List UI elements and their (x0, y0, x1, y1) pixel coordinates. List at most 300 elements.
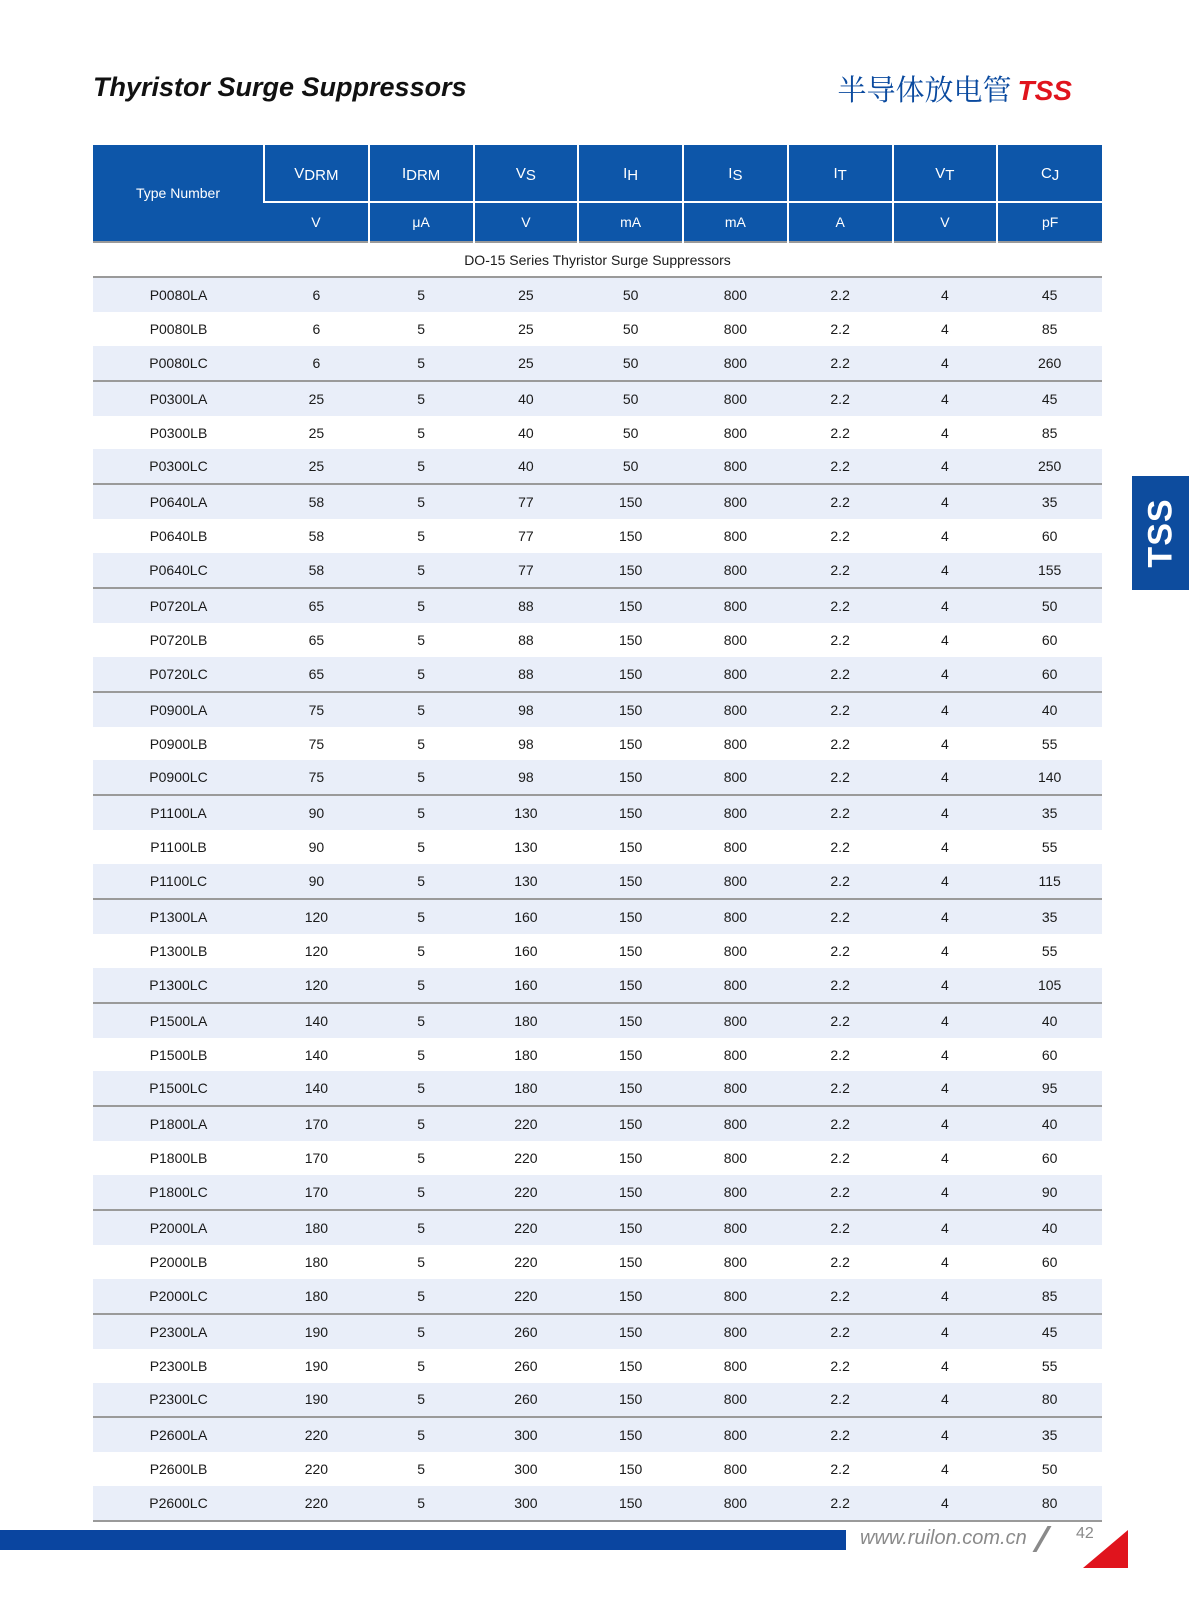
value-cell: 190 (264, 1314, 369, 1349)
category-title (838, 68, 1072, 109)
param-subscript: H (627, 166, 639, 184)
value-cell: 4 (940, 1357, 949, 1374)
param-header (788, 145, 893, 202)
type-number-cell: P0300LB (149, 424, 208, 441)
param-header-row (93, 145, 1102, 202)
value-cell: 55 (1041, 839, 1058, 856)
value-cell: 85 (1041, 320, 1058, 337)
param-header (893, 145, 998, 202)
param-subscript: S (732, 166, 743, 184)
value-cell: 2.2 (788, 1486, 893, 1521)
value-cell: 90 (308, 839, 325, 856)
param-header (474, 145, 579, 202)
type-number-cell: P0900LA (93, 692, 264, 727)
value-cell: 88 (474, 657, 579, 692)
table-row (93, 484, 1102, 519)
value-cell: 6 (264, 277, 369, 312)
value-cell: 5 (369, 864, 474, 899)
value-cell: 150 (578, 1003, 683, 1038)
value-cell: 2.2 (830, 1150, 850, 1167)
param-symbol: I (728, 164, 733, 182)
value-cell: 65 (264, 657, 369, 692)
value-cell: 2.2 (830, 839, 850, 856)
value-cell: 300 (514, 1461, 538, 1478)
value-cell: 5 (369, 899, 474, 934)
value-cell: 140 (264, 1003, 369, 1038)
value-cell: 35 (997, 484, 1102, 519)
value-cell: 60 (1041, 1253, 1058, 1270)
value-cell: 5 (369, 1279, 474, 1314)
type-number-cell: P0300LC (93, 449, 264, 484)
value-cell: 4 (893, 692, 998, 727)
value-cell: 6 (312, 320, 321, 337)
value-cell: 800 (683, 1486, 788, 1521)
table-row (93, 1279, 1102, 1314)
type-number-cell: P2600LB (149, 1461, 208, 1478)
type-number-cell: P1800LC (93, 1175, 264, 1210)
value-cell: 5 (417, 735, 426, 752)
value-cell: 55 (1041, 735, 1058, 752)
value-cell: 50 (578, 277, 683, 312)
value-cell: 4 (940, 631, 949, 648)
type-number-cell: P0640LB (149, 528, 208, 545)
value-cell: 150 (578, 1486, 683, 1521)
type-number-cell: P1100LC (93, 864, 264, 899)
value-cell: 5 (417, 1150, 426, 1167)
value-cell: 40 (997, 1003, 1102, 1038)
value-cell: 2.2 (830, 631, 850, 648)
value-cell: 800 (723, 320, 748, 337)
page-number: 42 (1076, 1525, 1094, 1542)
value-cell: 5 (369, 968, 474, 1003)
value-cell: 150 (578, 553, 683, 588)
value-cell: 170 (264, 1106, 369, 1141)
value-cell: 2.2 (788, 1071, 893, 1106)
value-cell: 190 (304, 1357, 329, 1374)
footer-url[interactable]: www.ruilon.com.cn (860, 1527, 1027, 1549)
param-symbol: V (294, 164, 305, 182)
value-cell: 5 (369, 588, 474, 623)
value-cell: 25 (308, 424, 325, 441)
value-cell: 150 (578, 760, 683, 795)
value-cell: 190 (264, 1383, 369, 1418)
table-row (93, 760, 1102, 795)
table-row (93, 277, 1102, 312)
value-cell: 150 (578, 1175, 683, 1210)
table-row (93, 934, 1102, 968)
value-cell: 98 (474, 760, 579, 795)
value-cell: 4 (893, 899, 998, 934)
table-row (93, 312, 1102, 346)
value-cell: 4 (893, 449, 998, 484)
value-cell: 4 (893, 588, 998, 623)
side-tab-tss[interactable] (1132, 476, 1189, 590)
table-row (93, 1003, 1102, 1038)
value-cell: 800 (723, 631, 748, 648)
value-cell: 180 (264, 1279, 369, 1314)
value-cell: 2.2 (788, 553, 893, 588)
type-number-cell: P0900LB (149, 735, 208, 752)
type-number-cell: P1800LB (149, 1150, 208, 1167)
value-cell: 4 (893, 1383, 998, 1418)
value-cell: 5 (369, 277, 474, 312)
value-cell: 800 (683, 1106, 788, 1141)
value-cell: 4 (940, 320, 949, 337)
value-cell: 155 (997, 553, 1102, 588)
value-cell: 5 (369, 1486, 474, 1521)
value-cell: 2.2 (788, 346, 893, 381)
value-cell: 2.2 (830, 528, 850, 545)
value-cell: 120 (304, 942, 329, 959)
table-row (93, 1210, 1102, 1245)
value-cell: 2.2 (788, 1003, 893, 1038)
table-row (93, 416, 1102, 450)
value-cell: 800 (683, 899, 788, 934)
value-cell: 55 (1041, 942, 1058, 959)
value-cell: 800 (723, 528, 748, 545)
value-cell: 150 (618, 942, 643, 959)
value-cell: 150 (578, 1417, 683, 1452)
value-cell: 300 (474, 1486, 579, 1521)
unit-header: V (474, 202, 579, 242)
value-cell: 800 (683, 692, 788, 727)
value-cell: 115 (997, 864, 1102, 899)
value-cell: 180 (264, 1210, 369, 1245)
type-number-cell: P0300LA (93, 381, 264, 416)
value-cell: 35 (997, 795, 1102, 830)
value-cell: 4 (940, 735, 949, 752)
value-cell: 40 (518, 424, 534, 441)
value-cell: 4 (893, 1486, 998, 1521)
table-row (93, 1106, 1102, 1141)
value-cell: 75 (264, 692, 369, 727)
table-row (93, 1141, 1102, 1175)
value-cell: 4 (893, 1106, 998, 1141)
table-row (93, 553, 1102, 588)
value-cell: 55 (1041, 1357, 1058, 1374)
value-cell: 2.2 (788, 1279, 893, 1314)
value-cell: 4 (940, 1253, 949, 1270)
value-cell: 5 (417, 942, 426, 959)
value-cell: 800 (683, 760, 788, 795)
value-cell: 260 (514, 1357, 538, 1374)
table-row (93, 1417, 1102, 1452)
value-cell: 150 (578, 484, 683, 519)
table-row (93, 1071, 1102, 1106)
value-cell: 300 (474, 1417, 579, 1452)
value-cell: 150 (578, 1279, 683, 1314)
value-cell: 260 (997, 346, 1102, 381)
value-cell: 150 (578, 1071, 683, 1106)
corner-triangle (1083, 1530, 1128, 1568)
value-cell: 35 (997, 1417, 1102, 1452)
value-cell: 58 (264, 484, 369, 519)
table-row (93, 449, 1102, 484)
table-row (93, 623, 1102, 657)
value-cell: 77 (474, 484, 579, 519)
value-cell: 40 (997, 692, 1102, 727)
value-cell: 800 (683, 657, 788, 692)
value-cell: 2.2 (788, 1175, 893, 1210)
value-cell: 180 (474, 1071, 579, 1106)
value-cell: 800 (683, 1071, 788, 1106)
unit-header: V (893, 202, 998, 242)
value-cell: 5 (417, 1461, 426, 1478)
value-cell: 800 (683, 277, 788, 312)
value-cell: 160 (514, 942, 538, 959)
table-row (93, 1245, 1102, 1279)
value-cell: 80 (997, 1486, 1102, 1521)
value-cell: 2.2 (830, 735, 850, 752)
value-cell: 2.2 (830, 1461, 850, 1478)
value-cell: 2.2 (788, 968, 893, 1003)
value-cell: 220 (474, 1210, 579, 1245)
table-row (93, 1452, 1102, 1486)
value-cell: 150 (618, 1357, 643, 1374)
value-cell: 4 (893, 1071, 998, 1106)
value-cell: 150 (578, 1210, 683, 1245)
unit-header: V (264, 202, 369, 242)
value-cell: 25 (474, 277, 579, 312)
footer-bar (0, 1530, 846, 1550)
value-cell: 40 (474, 449, 579, 484)
value-cell: 120 (264, 968, 369, 1003)
value-cell: 130 (474, 795, 579, 830)
param-header (578, 145, 683, 202)
type-number-cell: P0720LB (149, 631, 208, 648)
spec-table (93, 145, 1102, 1522)
value-cell: 2.2 (788, 277, 893, 312)
table-row (93, 657, 1102, 692)
param-header (264, 145, 369, 202)
value-cell: 800 (683, 1210, 788, 1245)
value-cell: 160 (474, 968, 579, 1003)
value-cell: 150 (618, 1046, 643, 1063)
value-cell: 800 (723, 1253, 748, 1270)
type-number-cell: P2600LC (93, 1486, 264, 1521)
category-title-cn: 半导体放电管 (837, 73, 1012, 107)
spec-table-header (93, 145, 1102, 242)
value-cell: 25 (264, 449, 369, 484)
value-cell: 5 (369, 657, 474, 692)
value-cell: 220 (514, 1253, 538, 1270)
value-cell: 2.2 (830, 1357, 850, 1374)
value-cell: 2.2 (788, 588, 893, 623)
type-number-cell: P0640LC (93, 553, 264, 588)
table-row (93, 968, 1102, 1003)
value-cell: 45 (997, 1314, 1102, 1349)
value-cell: 160 (474, 899, 579, 934)
value-cell: 5 (369, 553, 474, 588)
value-cell: 220 (264, 1486, 369, 1521)
page-title: Thyristor Surge Suppressors (93, 72, 467, 102)
value-cell: 150 (578, 692, 683, 727)
value-cell: 50 (622, 320, 639, 337)
side-tab-label: TSS (1141, 498, 1179, 568)
value-cell: 2.2 (788, 449, 893, 484)
value-cell: 25 (474, 346, 579, 381)
table-row (93, 519, 1102, 553)
value-cell: 5 (417, 320, 426, 337)
value-cell: 800 (723, 1357, 748, 1374)
value-cell: 5 (417, 631, 426, 648)
value-cell: 260 (474, 1383, 579, 1418)
value-cell: 2.2 (788, 1210, 893, 1245)
value-cell: 150 (618, 839, 643, 856)
value-cell: 5 (369, 381, 474, 416)
value-cell: 2.2 (788, 692, 893, 727)
param-header (683, 145, 788, 202)
unit-header: μA (369, 202, 474, 242)
value-cell: 2.2 (788, 1106, 893, 1141)
value-cell: 800 (683, 968, 788, 1003)
value-cell: 90 (264, 795, 369, 830)
value-cell: 260 (474, 1314, 579, 1349)
value-cell: 4 (940, 528, 949, 545)
param-subscript: S (525, 166, 536, 184)
value-cell: 2.2 (788, 657, 893, 692)
value-cell: 88 (474, 588, 579, 623)
param-header (997, 145, 1102, 202)
unit-header: pF (997, 202, 1102, 242)
table-row (93, 795, 1102, 830)
table-row (93, 864, 1102, 899)
value-cell: 5 (369, 1383, 474, 1418)
value-cell: 65 (308, 631, 325, 648)
value-cell: 150 (578, 657, 683, 692)
value-cell: 4 (893, 760, 998, 795)
value-cell: 150 (618, 1150, 643, 1167)
value-cell: 45 (997, 381, 1102, 416)
value-cell: 170 (264, 1175, 369, 1210)
type-number-cell: P1100LB (150, 839, 207, 856)
value-cell: 5 (369, 795, 474, 830)
value-cell: 150 (578, 864, 683, 899)
value-cell: 4 (893, 1417, 998, 1452)
value-cell: 25 (518, 320, 534, 337)
value-cell: 4 (893, 795, 998, 830)
value-cell: 95 (997, 1071, 1102, 1106)
value-cell: 2.2 (830, 1253, 850, 1270)
value-cell: 800 (683, 449, 788, 484)
param-subscript: J (1051, 166, 1060, 184)
value-cell: 5 (369, 1314, 474, 1349)
section-label: DO-15 Series Thyristor Surge Suppressors (93, 242, 1102, 277)
value-cell: 85 (997, 1279, 1102, 1314)
value-cell: 5 (369, 760, 474, 795)
value-cell: 5 (369, 1106, 474, 1141)
value-cell: 800 (683, 381, 788, 416)
value-cell: 2.2 (788, 1417, 893, 1452)
type-number-cell: P0720LC (93, 657, 264, 692)
value-cell: 65 (264, 588, 369, 623)
value-cell: 4 (940, 1461, 949, 1478)
value-cell: 45 (997, 277, 1102, 312)
type-number-cell: P1300LA (93, 899, 264, 934)
value-cell: 75 (308, 735, 325, 752)
value-cell: 105 (997, 968, 1102, 1003)
value-cell: 220 (474, 1279, 579, 1314)
value-cell: 5 (369, 1175, 474, 1210)
table-row (93, 899, 1102, 934)
value-cell: 150 (578, 1314, 683, 1349)
value-cell: 60 (1041, 1046, 1058, 1063)
value-cell: 50 (578, 346, 683, 381)
section-row (93, 242, 1102, 277)
value-cell: 4 (940, 942, 949, 959)
value-cell: 4 (893, 968, 998, 1003)
type-number-cell: P1100LA (93, 795, 264, 830)
value-cell: 800 (683, 1314, 788, 1349)
value-cell: 150 (578, 1106, 683, 1141)
value-cell: 180 (514, 1046, 538, 1063)
value-cell: 40 (474, 381, 579, 416)
value-cell: 6 (264, 346, 369, 381)
category-title-tss: TSS (1017, 75, 1072, 106)
value-cell: 58 (308, 528, 325, 545)
value-cell: 50 (1041, 1461, 1058, 1478)
value-cell: 50 (622, 424, 639, 441)
value-cell: 800 (683, 1383, 788, 1418)
value-cell: 5 (369, 346, 474, 381)
type-number-cell: P2000LC (93, 1279, 264, 1314)
param-symbol: V (935, 164, 946, 182)
value-cell: 800 (723, 1461, 748, 1478)
value-cell: 2.2 (788, 381, 893, 416)
value-cell: 5 (369, 449, 474, 484)
value-cell: 4 (893, 346, 998, 381)
table-row (93, 727, 1102, 761)
value-cell: 50 (578, 449, 683, 484)
value-cell: 90 (264, 864, 369, 899)
value-cell: 4 (893, 1003, 998, 1038)
footer-slash (1032, 1526, 1051, 1552)
value-cell: 800 (683, 346, 788, 381)
value-cell: 4 (940, 1150, 949, 1167)
value-cell: 2.2 (830, 1046, 850, 1063)
value-cell: 150 (618, 631, 643, 648)
value-cell: 150 (618, 1253, 643, 1270)
value-cell: 800 (723, 1046, 748, 1063)
value-cell: 77 (518, 528, 534, 545)
value-cell: 40 (997, 1106, 1102, 1141)
value-cell: 150 (578, 899, 683, 934)
value-cell: 2.2 (788, 795, 893, 830)
type-number-header: Type Number (93, 145, 264, 242)
value-cell: 5 (417, 528, 426, 545)
value-cell: 150 (578, 1383, 683, 1418)
value-cell: 5 (417, 1046, 426, 1063)
value-cell: 170 (304, 1150, 329, 1167)
value-cell: 2.2 (788, 864, 893, 899)
value-cell: 60 (1041, 631, 1058, 648)
type-number-cell: P2600LA (93, 1417, 264, 1452)
value-cell: 150 (578, 968, 683, 1003)
value-cell: 180 (304, 1253, 329, 1270)
value-cell: 4 (893, 553, 998, 588)
type-number-cell: P2300LA (93, 1314, 264, 1349)
value-cell: 4 (893, 277, 998, 312)
value-cell: 98 (518, 735, 534, 752)
type-number-cell: P0900LC (93, 760, 264, 795)
value-cell: 220 (474, 1106, 579, 1141)
value-cell: 90 (997, 1175, 1102, 1210)
param-subscript: T (945, 166, 955, 184)
param-symbol: I (401, 164, 407, 182)
value-cell: 4 (893, 381, 998, 416)
value-cell: 4 (940, 839, 949, 856)
unit-header: A (788, 202, 893, 242)
